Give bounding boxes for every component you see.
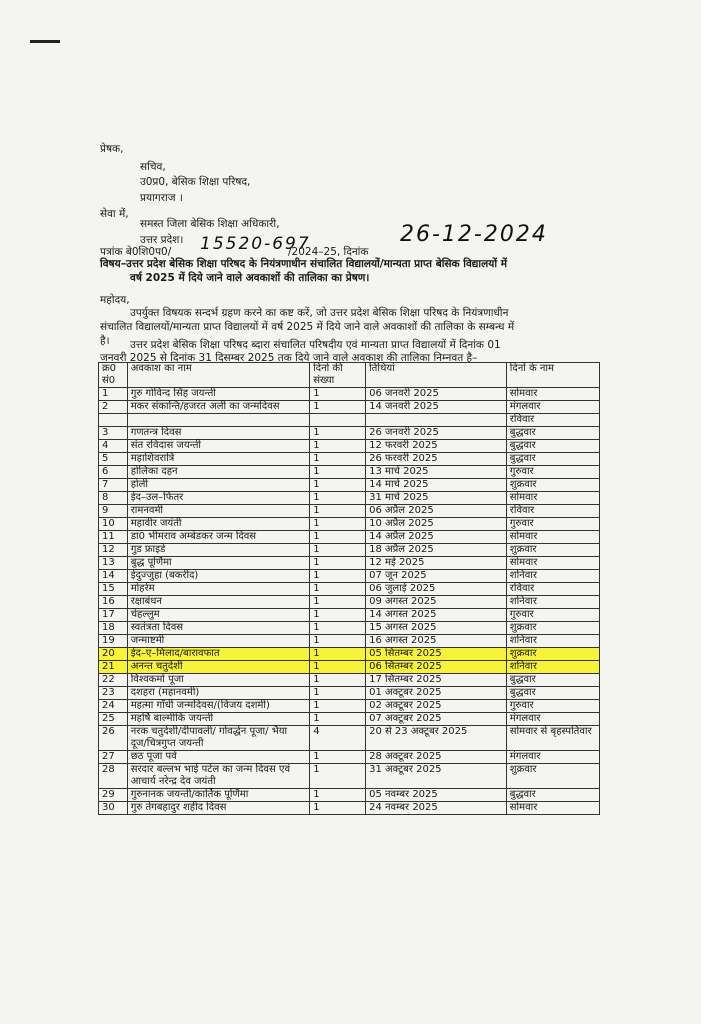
row-day-name: शनिवार <box>506 570 599 583</box>
row-serial: 13 <box>99 557 128 570</box>
row-holiday-name: गुरुनानक जयन्ती/कार्तिक पूर्णिमा <box>127 789 310 802</box>
row-holiday-name: रामनवमी <box>127 505 310 518</box>
row-holiday-name: संत रविदास जयन्ती <box>127 440 310 453</box>
row-date: 16 अगस्त 2025 <box>366 635 507 648</box>
row-date: 24 नवम्बर 2025 <box>366 802 507 815</box>
row-day-name: शुक्रवार <box>506 622 599 635</box>
row-date: 07 जून 2025 <box>366 570 507 583</box>
row-holiday-name: महत्मा गाँधी जन्मदिवस/(विजय दशमी) <box>127 700 310 713</box>
table-row <box>99 544 600 557</box>
row-date: 13 मार्च 2025 <box>366 466 507 479</box>
row-holiday-name: बुद्ध पूर्णिमा <box>127 557 310 570</box>
row-day-name: बुद्धवार <box>506 789 599 802</box>
row-days-count: 1 <box>310 505 366 518</box>
row-days-count: 1 <box>310 427 366 440</box>
row-date: 17 सितम्बर 2025 <box>366 674 507 687</box>
row-days-count: 1 <box>310 713 366 726</box>
header-day-names: दिनों के नाम <box>506 363 599 388</box>
row-days-count: 1 <box>310 687 366 700</box>
row-day-name: शुक्रवार <box>506 544 599 557</box>
table-row <box>99 583 600 596</box>
table-row <box>99 505 600 518</box>
row-holiday-name: रक्षाबंधन <box>127 596 310 609</box>
row-holiday-name: गुरु गोविन्द सिंह जयन्ती <box>127 388 310 401</box>
row-days-count: 1 <box>310 583 366 596</box>
top-dash-mark <box>30 40 60 43</box>
row-day-name: शुक्रवार <box>506 479 599 492</box>
row-days-count: 1 <box>310 802 366 815</box>
table-row <box>99 414 600 427</box>
holiday-table <box>98 362 600 815</box>
row-holiday-name: ईद–ए–मिलाद/बारावफात <box>127 648 310 661</box>
row-holiday-name: गुड फ्राइडे <box>127 544 310 557</box>
row-holiday-name: महावीर जयंती <box>127 518 310 531</box>
table-row <box>99 518 600 531</box>
row-days-count: 1 <box>310 674 366 687</box>
row-holiday-name: स्वतंत्रता दिवस <box>127 622 310 635</box>
table-row <box>99 570 600 583</box>
row-serial <box>99 414 128 427</box>
row-serial: 6 <box>99 466 128 479</box>
row-date: 06 सितम्बर 2025 <box>366 661 507 674</box>
to-label: सेवा में, <box>100 208 129 220</box>
table-row <box>99 764 600 789</box>
row-days-count: 1 <box>310 700 366 713</box>
row-serial: 20 <box>99 648 128 661</box>
row-serial: 17 <box>99 609 128 622</box>
row-serial: 19 <box>99 635 128 648</box>
row-days-count <box>310 414 366 427</box>
row-holiday-name: डा0 भीमराव अम्बेडकर जन्म दिवस <box>127 531 310 544</box>
row-day-name: सोमवार <box>506 557 599 570</box>
table-row <box>99 401 600 414</box>
row-date: 10 अप्रैल 2025 <box>366 518 507 531</box>
row-serial: 8 <box>99 492 128 505</box>
row-serial: 7 <box>99 479 128 492</box>
row-serial: 14 <box>99 570 128 583</box>
row-date: 01 अक्टूबर 2025 <box>366 687 507 700</box>
row-days-count: 1 <box>310 635 366 648</box>
row-day-name: मंगलवार <box>506 713 599 726</box>
row-serial: 28 <box>99 764 128 789</box>
sender-label: प्रेषक, <box>100 143 124 155</box>
table-row <box>99 531 600 544</box>
row-day-name: शुक्रवार <box>506 764 599 789</box>
row-serial: 26 <box>99 726 128 751</box>
row-serial: 22 <box>99 674 128 687</box>
table-row <box>99 479 600 492</box>
row-days-count: 4 <box>310 726 366 751</box>
row-day-name: शनिवार <box>506 661 599 674</box>
row-date: 31 मार्च 2025 <box>366 492 507 505</box>
table-row <box>99 557 600 570</box>
row-days-count: 1 <box>310 388 366 401</box>
header-days-count: दिनो की संख्या <box>310 363 366 388</box>
table-row <box>99 751 600 764</box>
row-date: 12 फरवरी 2025 <box>366 440 507 453</box>
row-days-count: 1 <box>310 622 366 635</box>
row-day-name: सोमवार <box>506 802 599 815</box>
row-date: 05 नवम्बर 2025 <box>366 789 507 802</box>
row-days-count: 1 <box>310 609 366 622</box>
row-days-count: 1 <box>310 789 366 802</box>
para1-line-1: उपर्युक्त विषयक सन्दर्भ ग्रहण करने का कष्ट करें, जो उत्तर प्रदेश बेसिक शिक्षा परिषद के नियंत्रणाधीन <box>130 307 509 319</box>
table-row <box>99 596 600 609</box>
header-holiday-name: अवकाश का नाम <box>127 363 310 388</box>
table-row <box>99 388 600 401</box>
row-serial: 11 <box>99 531 128 544</box>
table-row <box>99 440 600 453</box>
row-days-count: 1 <box>310 453 366 466</box>
row-holiday-name <box>127 414 310 427</box>
header-serial: क्र0 सं0 <box>99 363 128 388</box>
row-day-name: शनिवार <box>506 635 599 648</box>
table-row <box>99 466 600 479</box>
row-days-count: 1 <box>310 751 366 764</box>
table-header-row <box>99 363 600 388</box>
row-date: 20 से 23 अक्टूबर 2025 <box>366 726 507 751</box>
row-days-count: 1 <box>310 570 366 583</box>
table-row <box>99 609 600 622</box>
row-day-name: शुक्रवार <box>506 648 599 661</box>
row-days-count: 1 <box>310 466 366 479</box>
table-row <box>99 648 600 661</box>
row-date: 14 मार्च 2025 <box>366 479 507 492</box>
row-date: 02 अक्टूबर 2025 <box>366 700 507 713</box>
row-holiday-name: मकर संकान्ति/हजरत अली का जन्मदिवस <box>127 401 310 414</box>
row-serial: 3 <box>99 427 128 440</box>
row-serial: 12 <box>99 544 128 557</box>
row-date: 26 फरवरी 2025 <box>366 453 507 466</box>
row-serial: 27 <box>99 751 128 764</box>
row-holiday-name: छठ पूजा पर्व <box>127 751 310 764</box>
row-date: 26 जनवरी 2025 <box>366 427 507 440</box>
row-day-name: सोमवार <box>506 388 599 401</box>
row-holiday-name: जन्माष्टमी <box>127 635 310 648</box>
to-line-1: समस्त जिला बेसिक शिक्षा अधिकारी, <box>140 218 280 230</box>
row-holiday-name: ईदुज्जुहा (बकरीद) <box>127 570 310 583</box>
subject-line-1: विषय–उत्तर प्रदेश बेसिक शिक्षा परिषद के नियंत्रणाधीन संचालित विद्यालयों/मान्यता प्राप्त बेसिक विद्यालयों में <box>100 258 507 270</box>
row-days-count: 1 <box>310 518 366 531</box>
row-holiday-name: सरदार बल्लभ भाई पटेल का जन्म दिवस एवं आचार्य नरेन्द्र देव जयंती <box>127 764 310 789</box>
row-holiday-name: होली <box>127 479 310 492</box>
row-holiday-name: महाशिवरात्रि <box>127 453 310 466</box>
sender-line-2: उ0प्र0, बेसिक शिक्षा परिषद, <box>140 176 251 188</box>
sender-line-1: सचिव, <box>140 161 166 173</box>
row-day-name: सोमवार <box>506 492 599 505</box>
row-date: 14 जनवरी 2025 <box>366 401 507 414</box>
table-row <box>99 726 600 751</box>
row-day-name: गुरुवार <box>506 466 599 479</box>
row-day-name: सोमवार <box>506 531 599 544</box>
row-serial: 16 <box>99 596 128 609</box>
row-days-count: 1 <box>310 596 366 609</box>
row-date: 06 जुलाई 2025 <box>366 583 507 596</box>
row-day-name: गुरुवार <box>506 609 599 622</box>
row-date: 06 अप्रैल 2025 <box>366 505 507 518</box>
row-serial: 29 <box>99 789 128 802</box>
row-holiday-name: विश्वकर्मा पूजा <box>127 674 310 687</box>
letter-no-prefix: पत्रांक बे0शि0प0/ <box>100 246 172 258</box>
row-days-count: 1 <box>310 401 366 414</box>
row-serial: 23 <box>99 687 128 700</box>
row-serial: 24 <box>99 700 128 713</box>
row-days-count: 1 <box>310 440 366 453</box>
row-date: 14 अगस्त 2025 <box>366 609 507 622</box>
row-holiday-name: गुरु तेगबहादुर शहीद दिवस <box>127 802 310 815</box>
row-holiday-name: दशहरा (महानवमी) <box>127 687 310 700</box>
row-serial: 30 <box>99 802 128 815</box>
row-holiday-name: होलिका दहन <box>127 466 310 479</box>
row-day-name: रविवार <box>506 583 599 596</box>
row-days-count: 1 <box>310 648 366 661</box>
row-day-name: गुरुवार <box>506 518 599 531</box>
row-date: 18 अप्रैल 2025 <box>366 544 507 557</box>
row-serial: 9 <box>99 505 128 518</box>
row-days-count: 1 <box>310 661 366 674</box>
row-date: 15 अगस्त 2025 <box>366 622 507 635</box>
row-date: 05 सितम्बर 2025 <box>366 648 507 661</box>
row-date: 31 अक्टूबर 2025 <box>366 764 507 789</box>
row-day-name: रविवार <box>506 414 599 427</box>
row-date: 28 अक्टूबर 2025 <box>366 751 507 764</box>
row-days-count: 1 <box>310 557 366 570</box>
table-row <box>99 700 600 713</box>
row-date: 07 अक्टूबर 2025 <box>366 713 507 726</box>
row-serial: 5 <box>99 453 128 466</box>
letter-no-handwritten: 15520-697 <box>200 234 311 254</box>
row-serial: 2 <box>99 401 128 414</box>
row-days-count: 1 <box>310 492 366 505</box>
para1-line-3: है। <box>100 335 110 347</box>
table-row <box>99 453 600 466</box>
table-row <box>99 661 600 674</box>
para1-line-2: संचालित विद्यालयों/मान्यता प्राप्त विद्यालयों में वर्ष 2025 में दिये जाने वाले अवकाशों की तालिका के सम्बन्ध में <box>100 321 515 333</box>
row-serial: 15 <box>99 583 128 596</box>
row-day-name: मंगलवार <box>506 751 599 764</box>
row-day-name: मंगलवार <box>506 401 599 414</box>
row-day-name: शनिवार <box>506 596 599 609</box>
row-serial: 10 <box>99 518 128 531</box>
table-row <box>99 622 600 635</box>
header-dates: तिथियां <box>366 363 507 388</box>
para2-line-1: उत्तर प्रदेश बेसिक शिक्षा परिषद ब्दारा संचालित परिषदीय एवं मान्यता प्राप्त विद्यालयों में दिनांक 01 <box>130 339 501 351</box>
row-holiday-name: अनन्त चतुर्दशी <box>127 661 310 674</box>
subject-line-2: वर्ष 2025 में दिये जाने वाले अवकाशों की तालिका का प्रेषण। <box>130 272 370 284</box>
table-row <box>99 789 600 802</box>
row-days-count: 1 <box>310 544 366 557</box>
row-day-name: बुद्धवार <box>506 440 599 453</box>
row-day-name: बुद्धवार <box>506 674 599 687</box>
row-date: 09 अगस्त 2025 <box>366 596 507 609</box>
row-serial: 18 <box>99 622 128 635</box>
row-days-count: 1 <box>310 764 366 789</box>
sender-line-3: प्रयागराज । <box>140 192 183 204</box>
salutation: महोदय, <box>100 294 130 306</box>
table-row <box>99 492 600 505</box>
row-serial: 25 <box>99 713 128 726</box>
row-serial: 4 <box>99 440 128 453</box>
row-day-name: गुरुवार <box>506 700 599 713</box>
row-day-name: सोमवार से बृहस्पतिवार <box>506 726 599 751</box>
table-row <box>99 635 600 648</box>
row-serial: 1 <box>99 388 128 401</box>
table-row <box>99 687 600 700</box>
row-day-name: बुद्धवार <box>506 687 599 700</box>
row-day-name: बुद्धवार <box>506 453 599 466</box>
row-serial: 21 <box>99 661 128 674</box>
table-row <box>99 674 600 687</box>
table-row <box>99 713 600 726</box>
row-holiday-name: चेहल्लुम <box>127 609 310 622</box>
date-handwritten: 26-12-2024 <box>400 222 548 247</box>
row-day-name: बुद्धवार <box>506 427 599 440</box>
to-line-2: उत्तर प्रदेश। <box>140 234 184 246</box>
row-holiday-name: ईद–उल–फितर <box>127 492 310 505</box>
table-row <box>99 802 600 815</box>
row-date: 14 अप्रैल 2025 <box>366 531 507 544</box>
row-holiday-name: गणतन्त्र दिवस <box>127 427 310 440</box>
row-days-count: 1 <box>310 479 366 492</box>
row-day-name: रविवार <box>506 505 599 518</box>
row-holiday-name: मोहर्रम <box>127 583 310 596</box>
row-holiday-name: महर्षि बाल्मीकि जयन्ती <box>127 713 310 726</box>
row-date <box>366 414 507 427</box>
row-date: 06 जनवरी 2025 <box>366 388 507 401</box>
row-date: 12 मई 2025 <box>366 557 507 570</box>
letter-no-suffix: /2024–25, दिनांक <box>288 246 369 258</box>
row-holiday-name: नरक चतुर्दशी/दीपावली/ गोवर्द्धन पूजा/ भैया दूज/चित्रगुप्त जयन्ती <box>127 726 310 751</box>
para2-line-2: जनवरी 2025 से दिनांक 31 दिसम्बर 2025 तक दिये जाने वाले अवकाश की तालिका निम्नवत है– <box>100 352 478 364</box>
table-row <box>99 427 600 440</box>
row-days-count: 1 <box>310 531 366 544</box>
